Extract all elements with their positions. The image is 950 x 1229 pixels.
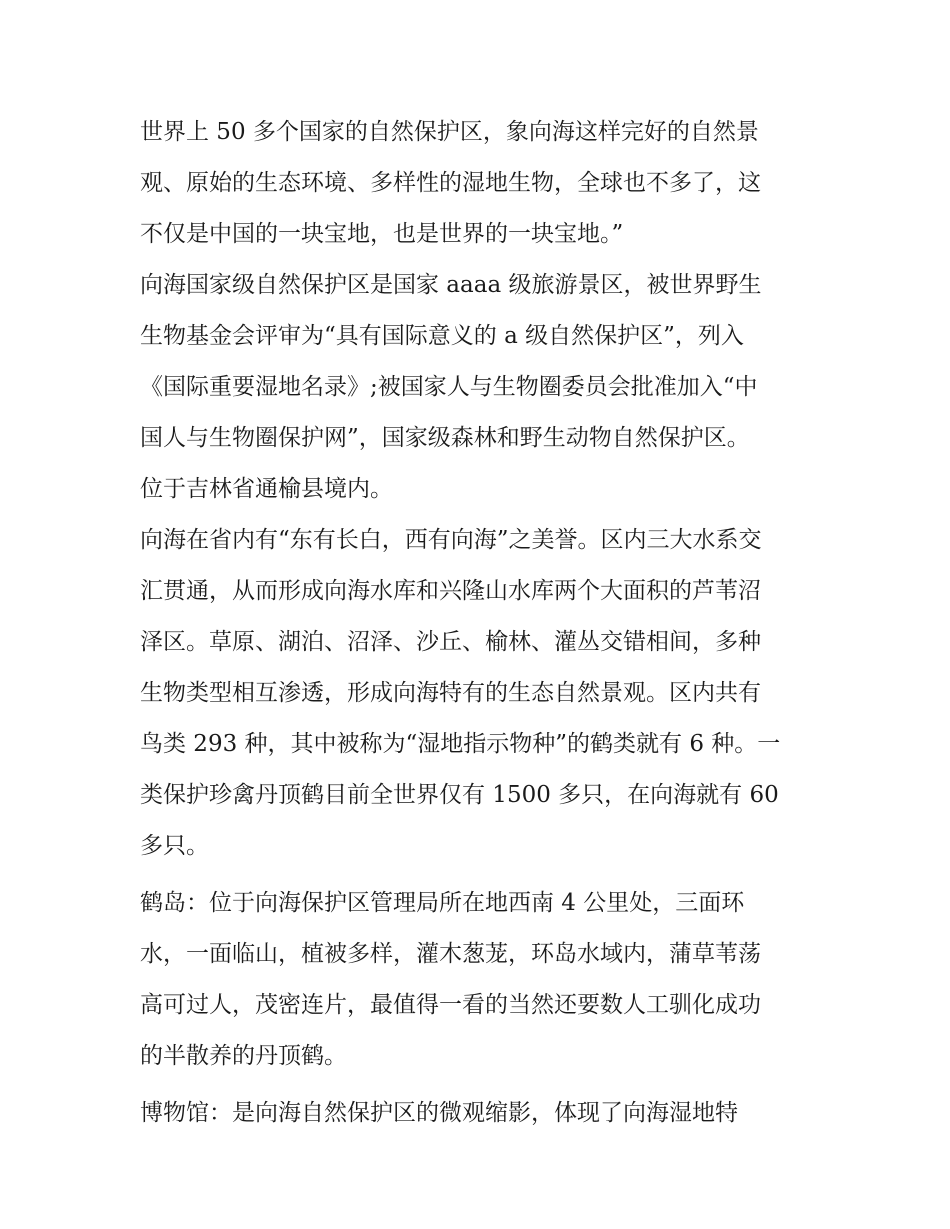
text-line: 泽区。草原、湖泊、沼泽、沙丘、榆林、灌丛交错相间，多种 (140, 629, 761, 655)
text-line: 国人与生物圈保护网”，国家级森林和野生动物自然保护区。 (140, 425, 750, 451)
paragraph-1 (140, 107, 820, 260)
text-line: 世界上 50 多个国家的自然保护区，象向海这样完好的自然景 (140, 119, 759, 145)
text-line: 向海在省内有“东有长白，西有向海”之美誉。区内三大水系交 (140, 527, 762, 553)
text-line: 鹤岛：位于向海保护区管理局所在地西南 4 公里处，三面环 (140, 890, 745, 916)
text-line: 博物馆：是向海自然保护区的微观缩影，体现了向海湿地特 (140, 1100, 738, 1126)
paragraph-5 (140, 1088, 820, 1139)
text-line: 不仅是中国的一块宝地，也是世界的一块宝地。” (140, 221, 624, 247)
paragraph-3 (140, 515, 820, 872)
text-line: 向海国家级自然保护区是国家 aaaa 级旅游景区，被世界野生 (140, 272, 762, 298)
document-body (140, 107, 820, 1139)
text-line: 水，一面临山，植被多样，灌木葱茏，环岛水域内，蒲草苇荡 (140, 941, 761, 967)
text-line: 位于吉林省通榆县境内。 (140, 476, 393, 502)
text-line: 生物基金会评审为“具有国际意义的 a 级自然保护区”，列入 (140, 323, 744, 349)
text-line: 高可过人，茂密连片，最值得一看的当然还要数人工驯化成功 (140, 992, 761, 1018)
text-line: 鸟类 293 种，其中被称为“湿地指示物种”的鹤类就有 6 种。一 (140, 731, 781, 757)
paragraph-2 (140, 260, 820, 515)
text-line: 《国际重要湿地名录》;被国家人与生物圈委员会批准加入“中 (140, 374, 758, 400)
text-line: 多只。 (140, 833, 209, 859)
text-line: 生物类型相互渗透，形成向海特有的生态自然景观。区内共有 (140, 680, 761, 706)
paragraph-4 (140, 878, 820, 1082)
text-line: 类保护珍禽丹顶鹤目前全世界仅有 1500 多只，在向海就有 60 (140, 782, 779, 808)
text-line: 汇贯通，从而形成向海水库和兴隆山水库两个大面积的芦苇沼 (140, 578, 761, 604)
text-line: 观、原始的生态环境、多样性的湿地生物，全球也不多了，这 (140, 170, 761, 196)
text-line: 的半散养的丹顶鹤。 (140, 1043, 347, 1069)
